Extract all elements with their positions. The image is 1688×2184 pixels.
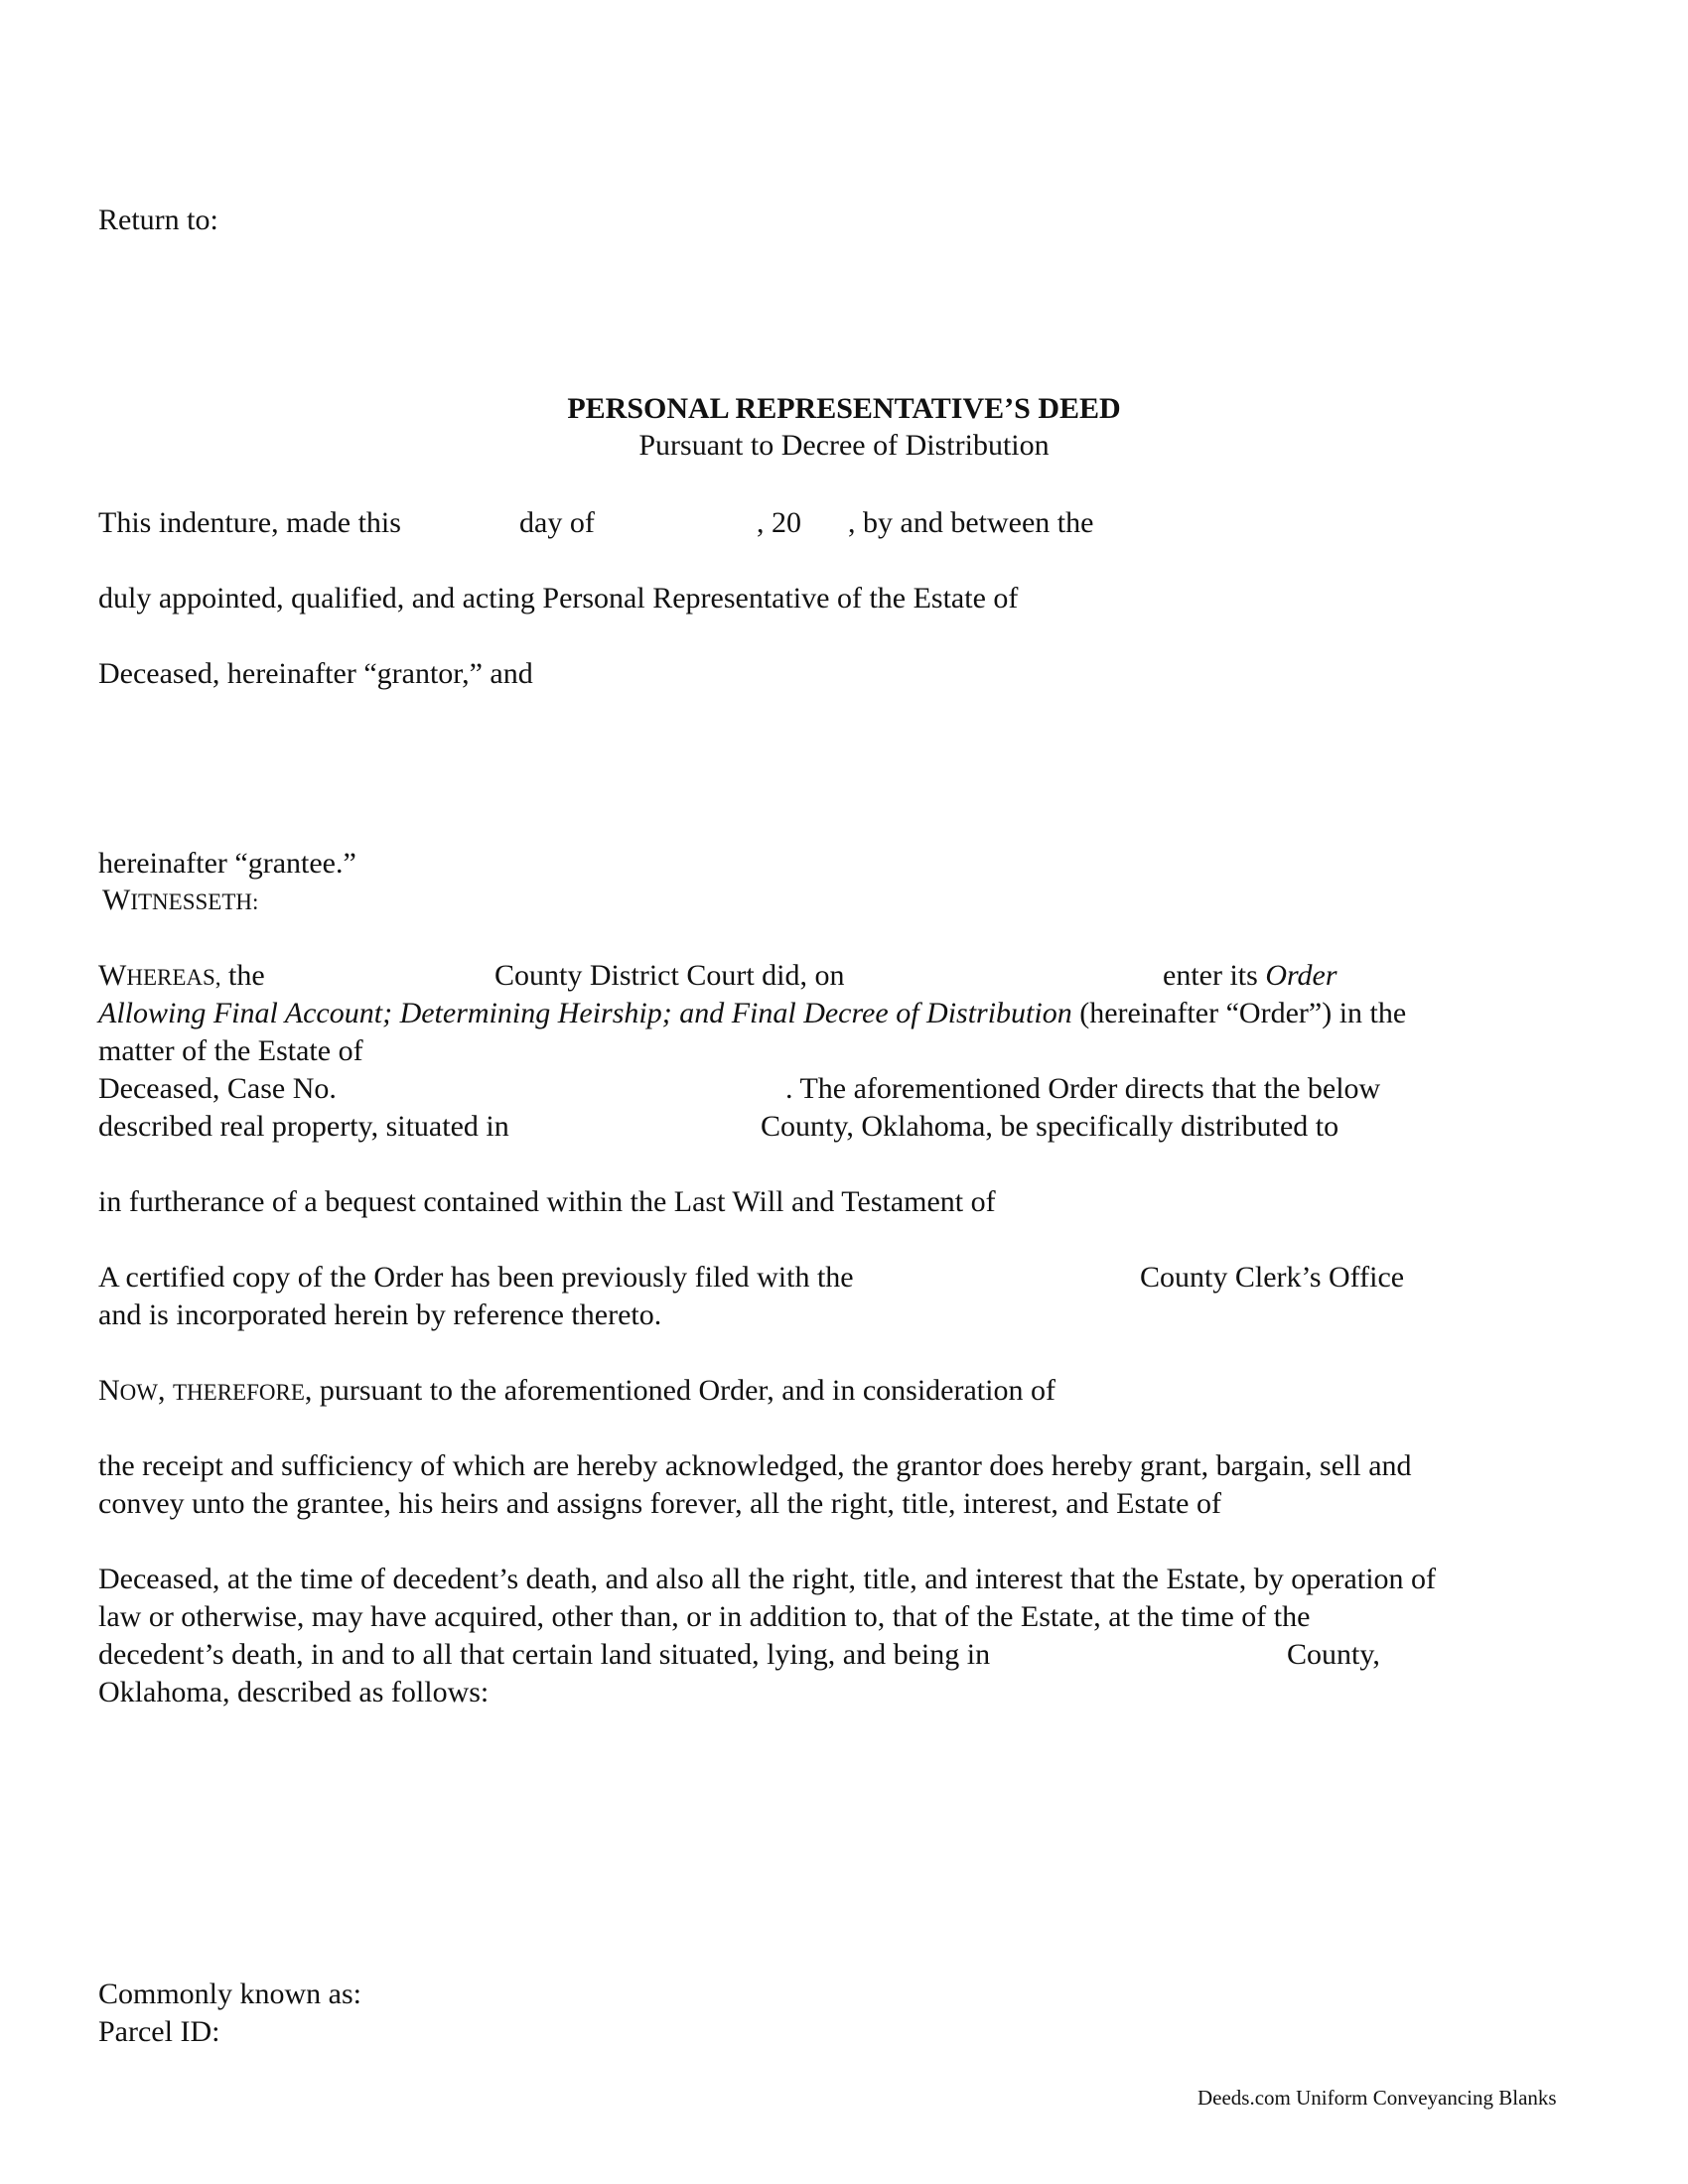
whereas-order-italic: Order	[1265, 959, 1337, 992]
grant-line-2: convey unto the grantee, his heirs and assigns forever, all the right, title, interest, and Estate of	[98, 1487, 1221, 1520]
therefore-cap: THEREFORE	[173, 1380, 305, 1405]
indenture-text-4: , by and between the	[848, 506, 1094, 539]
certified-clerk: County Clerk’s Office	[1140, 1261, 1405, 1294]
witnesseth-heading	[102, 882, 258, 921]
footer-brand: Deeds.com Uniform Conveyancing Blanks	[1197, 2086, 1557, 2110]
indenture-line-4: hereinafter “grantee.”	[98, 847, 356, 880]
whereas-case: Deceased, Case No.	[98, 1072, 337, 1105]
now-rest: OW	[119, 1380, 158, 1405]
now-comma: ,	[158, 1374, 166, 1407]
now-therefore-rest: , pursuant to the aforementioned Order, and in consideration of	[304, 1374, 1055, 1407]
whereas-start	[98, 957, 265, 997]
whereas-enter-text: enter its	[1163, 959, 1258, 992]
indenture-text-1: This indenture, made this	[98, 506, 401, 539]
parcel-id-label: Parcel ID:	[98, 2015, 220, 2048]
certified-line-2: and is incorporated herein by reference thereto.	[98, 1298, 662, 1331]
certified-line-1: A certified copy of the Order has been previously filed with the	[98, 1261, 854, 1294]
now-cap: N	[98, 1374, 120, 1407]
whereas-county-dist: County, Oklahoma, be specifically distributed to	[761, 1110, 1339, 1143]
deceased-line-1: Deceased, at the time of decedent’s death, and also all the right, title, and interest that the Estate, by operation of	[98, 1563, 1437, 1595]
whereas-described: described real property, situated in	[98, 1110, 509, 1143]
indenture-text-2: day of	[519, 506, 595, 539]
whereas-court: County District Court did, on	[494, 959, 845, 992]
deceased-line-3a: decedent’s death, in and to all that certain land situated, lying, and being in	[98, 1638, 991, 1671]
witnesseth-rest: ITNESSETH:	[130, 889, 259, 914]
whereas-order-line	[98, 995, 1406, 1032]
indenture-line-3: Deceased, hereinafter “grantor,” and	[98, 657, 533, 690]
grant-line-1: the receipt and sufficiency of which are hereby acknowledged, the grantor does hereby grant, bargain, sell and	[98, 1449, 1412, 1482]
whereas-the: the	[220, 959, 265, 992]
whereas-matter: matter of the Estate of	[98, 1034, 363, 1067]
deed-title: PERSONAL REPRESENTATIVE’S DEED	[567, 392, 1121, 425]
whereas-cap: W	[98, 959, 127, 992]
whereas-enter	[1163, 957, 1337, 995]
deceased-line-3b: County,	[1287, 1638, 1380, 1671]
whereas-rest: HEREAS,	[126, 965, 221, 990]
indenture-line-2: duly appointed, qualified, and acting Personal Representative of the Estate of	[98, 582, 1019, 614]
return-to-label: Return to:	[98, 204, 218, 236]
now-therefore-line	[98, 1372, 1055, 1412]
indenture-text-3: , 20	[757, 506, 801, 539]
order-title-italic: Allowing Final Account; Determining Heirship; and Final Decree of Distribution	[98, 997, 1072, 1029]
order-after-text: (hereinafter “Order”) in the	[1079, 997, 1407, 1029]
deceased-line-2: law or otherwise, may have acquired, other than, or in addition to, that of the Estate, at the time of the	[98, 1600, 1311, 1633]
bequest-line: in furtherance of a bequest contained within the Last Will and Testament of	[98, 1185, 996, 1218]
whereas-directs: . The aforementioned Order directs that the below	[785, 1072, 1381, 1105]
deceased-line-4: Oklahoma, described as follows:	[98, 1676, 490, 1708]
commonly-known-label: Commonly known as:	[98, 1978, 362, 2010]
witnesseth-cap: W	[102, 884, 131, 916]
deed-subtitle: Pursuant to Decree of Distribution	[638, 429, 1050, 462]
